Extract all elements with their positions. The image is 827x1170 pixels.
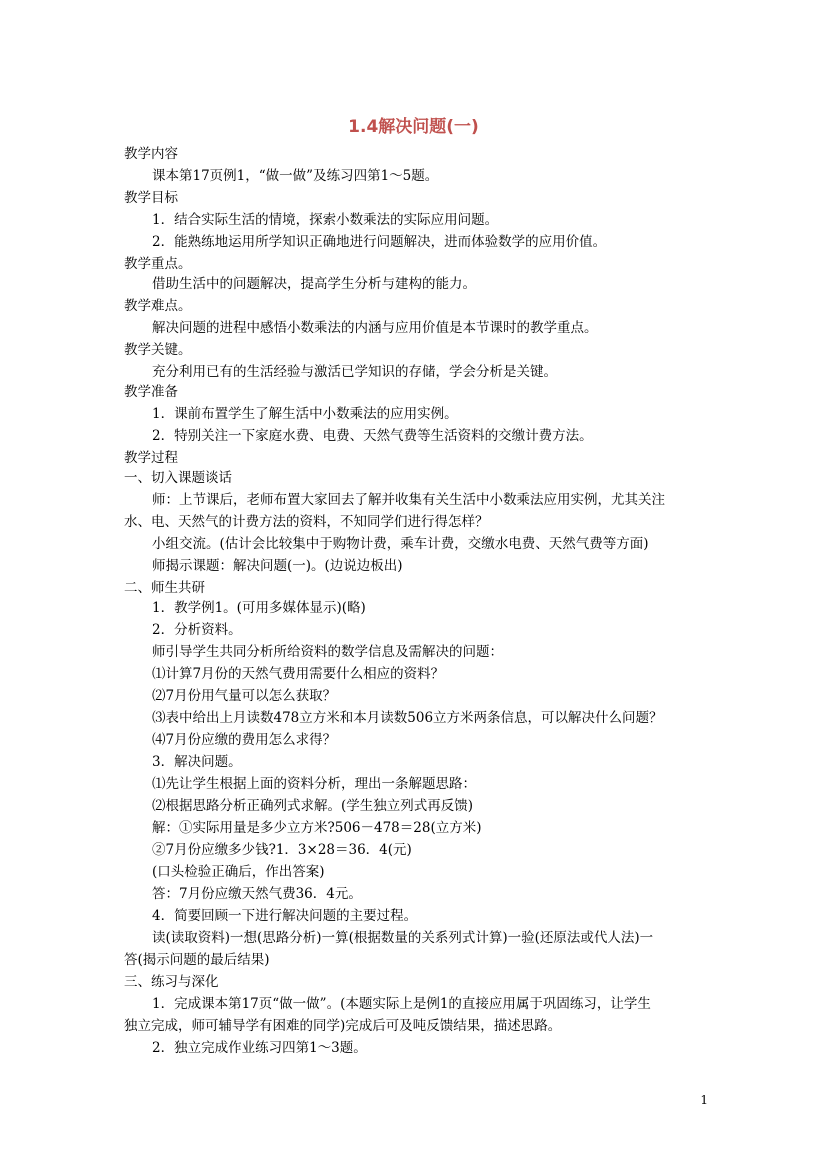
page-title: 1.4解决问题(一) (348, 117, 479, 137)
paragraph: 小组交流。(估计会比较集中于购物计费，乘车计费，交缴水电费、天然气费等方面) (152, 536, 649, 552)
list-item: ⑴计算7月份的天然气费用需要什么相应的资料？ (152, 666, 445, 682)
paragraph: 读(读取资料)一想(思路分析)一算(根据数量的关系列式计算)一验(还原法或代人法)一 (152, 930, 654, 946)
section-heading: 教学过程 (124, 450, 178, 466)
paragraph: 独立完成，师可辅导学有困难的同学)完成后可及吨反馈结果，描述思路。 (124, 1018, 562, 1034)
list-item: ⑷7月份应缴的费用怎么求得？ (152, 732, 337, 748)
section-heading: 教学目标 (124, 190, 178, 206)
paragraph: ②7月份应缴多少钱?1．3×28＝36．4(元) (152, 842, 412, 858)
list-item: ⑴先让学生根据上面的资料分析，理出一条解题思路： (152, 776, 476, 792)
section-heading: 教学内容 (124, 146, 178, 162)
list-item: 2．分析资料。 (152, 622, 242, 638)
paragraph: 解：①实际用量是多少立方米?506－478＝28(立方米) (152, 820, 482, 836)
list-item: 2．独立完成作业练习四第1～3题。 (152, 1040, 367, 1056)
list-item: ⑵7月份用气量可以怎么获取？ (152, 688, 337, 704)
section-heading: 教学重点。 (124, 256, 192, 272)
list-item: 2．特别关注一下家庭水费、电费、天然气费等生活资料的交缴计费方法。 (152, 428, 593, 444)
list-item: 3．解决问题。 (152, 754, 242, 770)
section-heading: 二、师生共研 (124, 580, 205, 596)
page-number: 1 (700, 1093, 708, 1107)
list-item: 1．结合实际生活的情境，探索小数乘法的实际应用问题。 (152, 212, 499, 228)
list-item: 1．教学例1。(可用多媒体显示)(略) (152, 600, 366, 616)
paragraph: 充分利用已有的生活经验与激活已学知识的存储，学会分析是关键。 (152, 364, 557, 380)
paragraph: (口头检验正确后，作出答案) (152, 864, 325, 880)
section-heading: 教学准备 (124, 384, 178, 400)
list-item: 1．课前布置学生了解生活中小数乘法的应用实例。 (152, 406, 458, 422)
paragraph: 师：上节课后，老师布置大家回去了解并收集有关生活中小数乘法应用实例，尤其关注 (152, 492, 665, 508)
paragraph: 解决问题的进程中感悟小数乘法的内涵与应用价值是本节课时的教学重点。 (152, 320, 598, 336)
paragraph: 借助生活中的问题解决，提高学生分析与建构的能力。 (152, 276, 476, 292)
section-heading: 三、练习与深化 (124, 974, 219, 990)
paragraph: 答：7月份应缴天然气费36．4元。 (152, 886, 362, 902)
list-item: 2．能熟练地运用所学知识正确地进行问题解决，进而体验数学的应用价值。 (152, 234, 607, 250)
list-item: ⑵根据思路分析正确列式求解。(学生独立列式再反馈) (152, 798, 474, 814)
paragraph: 课本第17页例1，“做一做”及练习四第1～5题。 (152, 168, 439, 184)
paragraph: 师揭示课题：解决问题(一)。(边说边板出) (152, 558, 403, 574)
section-heading: 一、切入课题谈话 (124, 470, 232, 486)
list-item: 1．完成课本第17页“做一做”。(本题实际上是例1的直接应用属于巩固练习，让学生 (152, 996, 651, 1012)
paragraph: 水、电、天然气的计费方法的资料，不知同学们进行得怎样？ (124, 514, 489, 530)
section-heading: 教学关键。 (124, 342, 192, 358)
section-heading: 教学难点。 (124, 298, 192, 314)
list-item: ⑶表中给出上月读数478立方米和本月读数506立方米两条信息，可以解决什么问题？ (152, 710, 663, 726)
paragraph: 答(揭示问题的最后结果) (124, 952, 270, 968)
list-item: 4．简要回顾一下进行解决问题的主要过程。 (152, 908, 418, 924)
paragraph: 师引导学生共同分析所给资料的数学信息及需解决的问题： (152, 644, 503, 660)
